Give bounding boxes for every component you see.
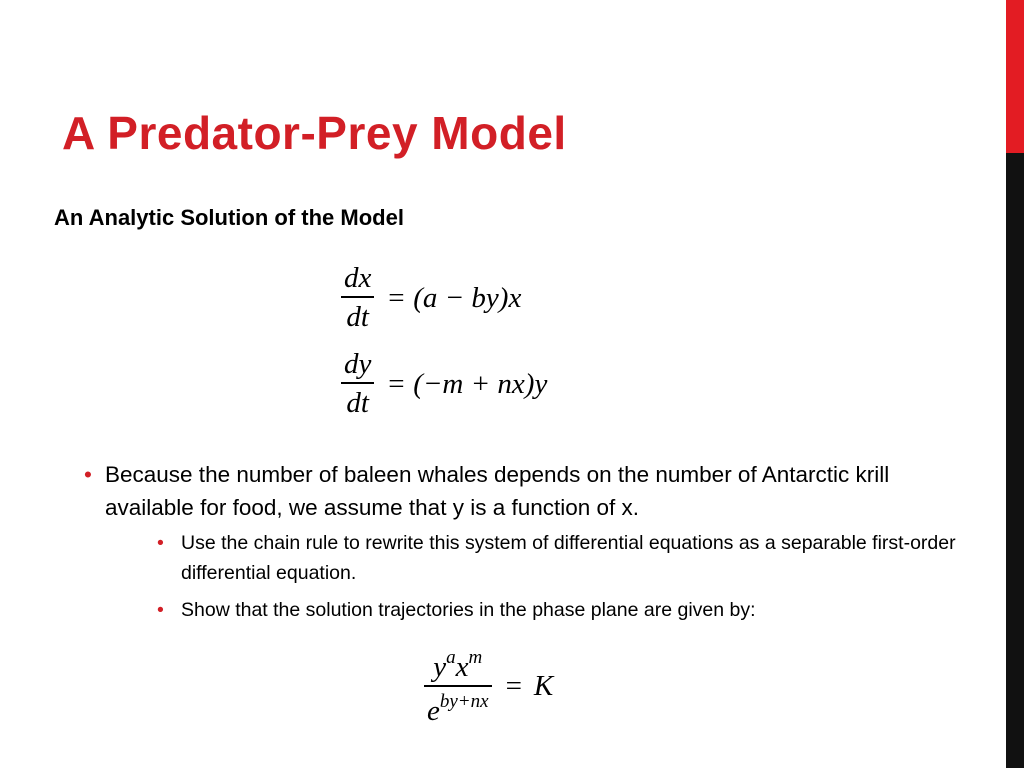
bullet-main-text: Because the number of baleen whales depends on the number of Antarctic krill available for food, we assume that y is a function of x. — [105, 462, 890, 520]
den-e: e — [427, 694, 440, 727]
bullet-sub2-text: Show that the solution trajectories in the phase plane are given by: — [181, 599, 756, 621]
den-var: t — [360, 386, 369, 419]
num-d: d — [344, 262, 359, 295]
equation-dy-dt — [341, 341, 547, 427]
sidebar-accent-black — [1006, 153, 1024, 768]
den-var: t — [360, 300, 369, 333]
fraction-dy-dt — [341, 350, 374, 418]
solution-equation — [424, 648, 553, 726]
equation-rhs: = (−m + nx)y — [386, 367, 548, 400]
bullet-marker: • — [157, 599, 164, 621]
den-d: d — [346, 300, 361, 333]
num-var: x — [358, 262, 372, 295]
num-var: y — [358, 348, 372, 381]
den-exponent: by+nx — [439, 690, 489, 712]
num-y: y — [433, 651, 447, 683]
fraction-dx-dt — [341, 264, 374, 332]
num-x-exponent: m — [468, 647, 483, 668]
bullet-marker: • — [84, 462, 92, 487]
solution-fraction — [424, 648, 492, 726]
num-d: d — [344, 348, 359, 381]
den-d: d — [346, 386, 361, 419]
bullet-marker: • — [157, 532, 164, 554]
slide-title: A Predator-Prey Model — [62, 107, 567, 159]
slide-subtitle: An Analytic Solution of the Model — [54, 205, 404, 230]
bullet-main — [84, 458, 964, 524]
solution-equals: = — [505, 670, 522, 703]
bullet-list — [84, 458, 964, 625]
bullet-sub1-text: Use the chain rule to rewrite this system of differential equations as a separable first-order differential equation. — [181, 532, 956, 584]
equation-rhs: = (a − by)x — [386, 281, 522, 314]
bullet-sub-trajectories — [157, 595, 964, 625]
bullet-sub-chain-rule — [157, 528, 964, 588]
equation-dx-dt — [341, 255, 521, 341]
solution-constant: K — [533, 670, 554, 703]
sidebar-accent-red — [1006, 0, 1024, 153]
num-x: x — [455, 651, 469, 683]
num-y-exponent: a — [446, 647, 456, 668]
